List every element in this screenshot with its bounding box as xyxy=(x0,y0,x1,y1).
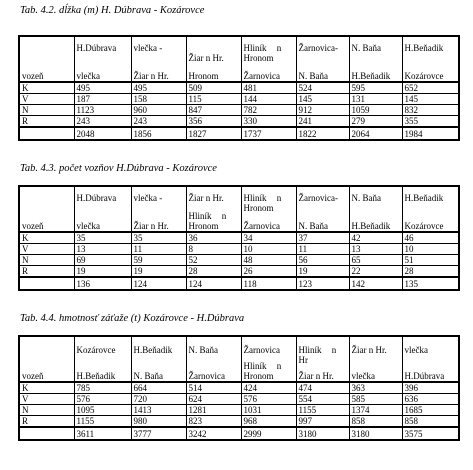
table-cell: 115 xyxy=(186,94,241,105)
table-cell: 595 xyxy=(349,82,402,94)
table-cell: 474 xyxy=(296,382,349,394)
table-cell: 396 xyxy=(402,382,459,394)
table-cell: 363 xyxy=(349,382,402,394)
column-header: H.Dúbrava vlečka xyxy=(74,36,131,82)
table-cell: 980 xyxy=(131,416,186,428)
column-header: vozeň xyxy=(19,336,74,382)
table-cell: 1155 xyxy=(296,405,349,416)
table-cell: 145 xyxy=(402,94,459,105)
table-cell: 858 xyxy=(349,416,402,428)
total-cell: 2064 xyxy=(349,127,402,140)
table-cell: 1123 xyxy=(74,105,131,116)
total-cell: 124 xyxy=(186,277,241,290)
table-cell: 131 xyxy=(349,94,402,105)
total-cell: 136 xyxy=(74,277,131,290)
table-cell: 664 xyxy=(131,382,186,394)
total-cell: 1827 xyxy=(186,127,241,140)
table-cell: 279 xyxy=(349,116,402,128)
table-caption: Tab. 4.4. hmotnosť záťaže (t) Kozárovce - H.Dúbrava xyxy=(20,313,245,324)
row-label: R xyxy=(19,266,74,278)
table-cell: 13 xyxy=(74,244,131,255)
table-header-row xyxy=(19,36,459,82)
table-cell: 10 xyxy=(241,244,296,255)
total-cell: 2999 xyxy=(241,427,296,440)
table-cell: 554 xyxy=(296,394,349,405)
table-cell: 35 xyxy=(74,232,131,244)
row-label: N xyxy=(19,255,74,266)
table-header-row xyxy=(19,336,459,382)
table-cell: 51 xyxy=(402,255,459,266)
table-cell: 576 xyxy=(74,394,131,405)
table-row xyxy=(19,382,459,394)
row-label: V xyxy=(19,394,74,405)
table-row xyxy=(19,416,459,428)
table-cell: 720 xyxy=(131,394,186,405)
table-cell: 960 xyxy=(131,105,186,116)
table-cell: 48 xyxy=(241,255,296,266)
row-label xyxy=(19,277,74,290)
table-row xyxy=(19,405,459,416)
column-header: vlečka - Žiar n Hr. xyxy=(131,186,186,232)
table-cell: 1413 xyxy=(131,405,186,416)
table-row xyxy=(19,232,459,244)
table-cell: 652 xyxy=(402,82,459,94)
table-cell: 42 xyxy=(349,232,402,244)
table-cell: 22 xyxy=(349,266,402,278)
table-cell: 35 xyxy=(131,232,186,244)
column-header: Hliník n Hr Žiar n Hr. xyxy=(296,336,349,382)
table-cell: 11 xyxy=(296,244,349,255)
total-cell: 1984 xyxy=(402,127,459,140)
table-row xyxy=(19,255,459,266)
column-header: N. Baňa H.Beňadik xyxy=(349,186,402,232)
table-cell: 997 xyxy=(296,416,349,428)
total-cell: 124 xyxy=(131,277,186,290)
table-cell: 424 xyxy=(241,382,296,394)
total-cell: 1737 xyxy=(241,127,296,140)
data-table xyxy=(18,35,460,141)
table-cell: 1281 xyxy=(186,405,241,416)
table-cell: 1031 xyxy=(241,405,296,416)
column-header: vlečka - Žiar n Hr. xyxy=(131,36,186,82)
column-header: H.Beňadik N. Baňa xyxy=(131,336,186,382)
table-cell: 832 xyxy=(402,105,459,116)
column-header: Žiar n Hr. vlečka xyxy=(349,336,402,382)
table-header-row xyxy=(19,186,459,232)
table-cell: 19 xyxy=(74,266,131,278)
column-header: Hliník n Hronom Žarnovica xyxy=(241,186,296,232)
column-header: Žiar n Hr. Hronom xyxy=(186,36,241,82)
table-cell: 8 xyxy=(186,244,241,255)
column-header: vozeň xyxy=(19,36,74,82)
table-cell: 19 xyxy=(296,266,349,278)
table-cell: 636 xyxy=(402,394,459,405)
table-cell: 624 xyxy=(186,394,241,405)
table-cell: 356 xyxy=(186,116,241,128)
table-cell: 26 xyxy=(241,266,296,278)
total-cell: 135 xyxy=(402,277,459,290)
row-label: R xyxy=(19,416,74,428)
table-cell: 495 xyxy=(74,82,131,94)
table-cell: 158 xyxy=(131,94,186,105)
table-cell: 46 xyxy=(402,232,459,244)
table-cell: 509 xyxy=(186,82,241,94)
table-cell: 145 xyxy=(296,94,349,105)
table-cell: 858 xyxy=(402,416,459,428)
table-row xyxy=(19,266,459,278)
total-cell: 142 xyxy=(349,277,402,290)
table-cell: 10 xyxy=(402,244,459,255)
total-cell: 3777 xyxy=(131,427,186,440)
total-cell: 118 xyxy=(241,277,296,290)
row-label: R xyxy=(19,116,74,128)
row-label: K xyxy=(19,232,74,244)
table-cell: 243 xyxy=(131,116,186,128)
table-cell: 785 xyxy=(74,382,131,394)
table-cell: 34 xyxy=(241,232,296,244)
table-cell: 69 xyxy=(74,255,131,266)
table-row xyxy=(19,116,459,128)
table-row xyxy=(19,94,459,105)
totals-row xyxy=(19,427,459,440)
table-cell: 37 xyxy=(296,232,349,244)
row-label xyxy=(19,427,74,440)
table-cell: 59 xyxy=(131,255,186,266)
table-cell: 65 xyxy=(349,255,402,266)
row-label: N xyxy=(19,105,74,116)
table-row xyxy=(19,105,459,116)
column-header: Žarnovica- N. Baňa xyxy=(296,36,349,82)
total-cell: 3611 xyxy=(74,427,131,440)
table-cell: 36 xyxy=(186,232,241,244)
total-cell: 3575 xyxy=(402,427,459,440)
total-cell: 123 xyxy=(296,277,349,290)
table-cell: 243 xyxy=(74,116,131,128)
column-header: H.Dúbrava vlečka xyxy=(74,186,131,232)
total-cell: 3242 xyxy=(186,427,241,440)
column-header: Žarnovica Hliník n Hronom xyxy=(241,336,296,382)
table-cell: 1374 xyxy=(349,405,402,416)
table-cell: 28 xyxy=(186,266,241,278)
column-header: Kozárovce H.Beňadik xyxy=(74,336,131,382)
table-cell: 144 xyxy=(241,94,296,105)
table-caption: Tab. 4.2. dĺžka (m) H. Dúbrava - Kozárovce xyxy=(20,5,205,16)
column-header: N. Baňa H.Beňadik xyxy=(349,36,402,82)
row-label: V xyxy=(19,94,74,105)
table-cell: 912 xyxy=(296,105,349,116)
table-cell: 13 xyxy=(349,244,402,255)
table-cell: 1059 xyxy=(349,105,402,116)
table-row xyxy=(19,394,459,405)
column-header: H.Beňadik Kozárovce xyxy=(402,36,459,82)
table-cell: 1095 xyxy=(74,405,131,416)
total-cell: 1822 xyxy=(296,127,349,140)
table-row xyxy=(19,82,459,94)
row-label xyxy=(19,127,74,140)
column-header: N. Baňa Žarnovica xyxy=(186,336,241,382)
total-cell: 1856 xyxy=(131,127,186,140)
column-header: H.Beňadik Kozárovce xyxy=(402,186,459,232)
table-cell: 514 xyxy=(186,382,241,394)
table-cell: 187 xyxy=(74,94,131,105)
table-cell: 968 xyxy=(241,416,296,428)
column-header: Hliník n Hronom Žarnovica xyxy=(241,36,296,82)
row-label: K xyxy=(19,82,74,94)
table-cell: 576 xyxy=(241,394,296,405)
table-cell: 495 xyxy=(131,82,186,94)
column-header: Žiar n Hr. Hliník n Hronom xyxy=(186,186,241,232)
table-cell: 19 xyxy=(131,266,186,278)
data-table xyxy=(18,335,460,441)
table-cell: 28 xyxy=(402,266,459,278)
totals-row xyxy=(19,277,459,290)
column-header: vlečka H.Dúbrava xyxy=(402,336,459,382)
table-cell: 524 xyxy=(296,82,349,94)
table-caption: Tab. 4.3. počet vozňov H.Dúbrava - Kozárovce xyxy=(20,163,217,174)
table-cell: 1155 xyxy=(74,416,131,428)
row-label: V xyxy=(19,244,74,255)
table-cell: 481 xyxy=(241,82,296,94)
table-cell: 355 xyxy=(402,116,459,128)
table-cell: 52 xyxy=(186,255,241,266)
row-label: K xyxy=(19,382,74,394)
column-header: vozeň xyxy=(19,186,74,232)
totals-row xyxy=(19,127,459,140)
total-cell: 3180 xyxy=(349,427,402,440)
column-header: Žarnovica- N. Baňa xyxy=(296,186,349,232)
data-table xyxy=(18,185,460,291)
row-label: N xyxy=(19,405,74,416)
table-row xyxy=(19,244,459,255)
table-cell: 1685 xyxy=(402,405,459,416)
total-cell: 3180 xyxy=(296,427,349,440)
table-cell: 241 xyxy=(296,116,349,128)
table-cell: 585 xyxy=(349,394,402,405)
table-cell: 56 xyxy=(296,255,349,266)
total-cell: 2048 xyxy=(74,127,131,140)
table-cell: 782 xyxy=(241,105,296,116)
table-cell: 11 xyxy=(131,244,186,255)
table-cell: 330 xyxy=(241,116,296,128)
table-cell: 847 xyxy=(186,105,241,116)
table-cell: 823 xyxy=(186,416,241,428)
